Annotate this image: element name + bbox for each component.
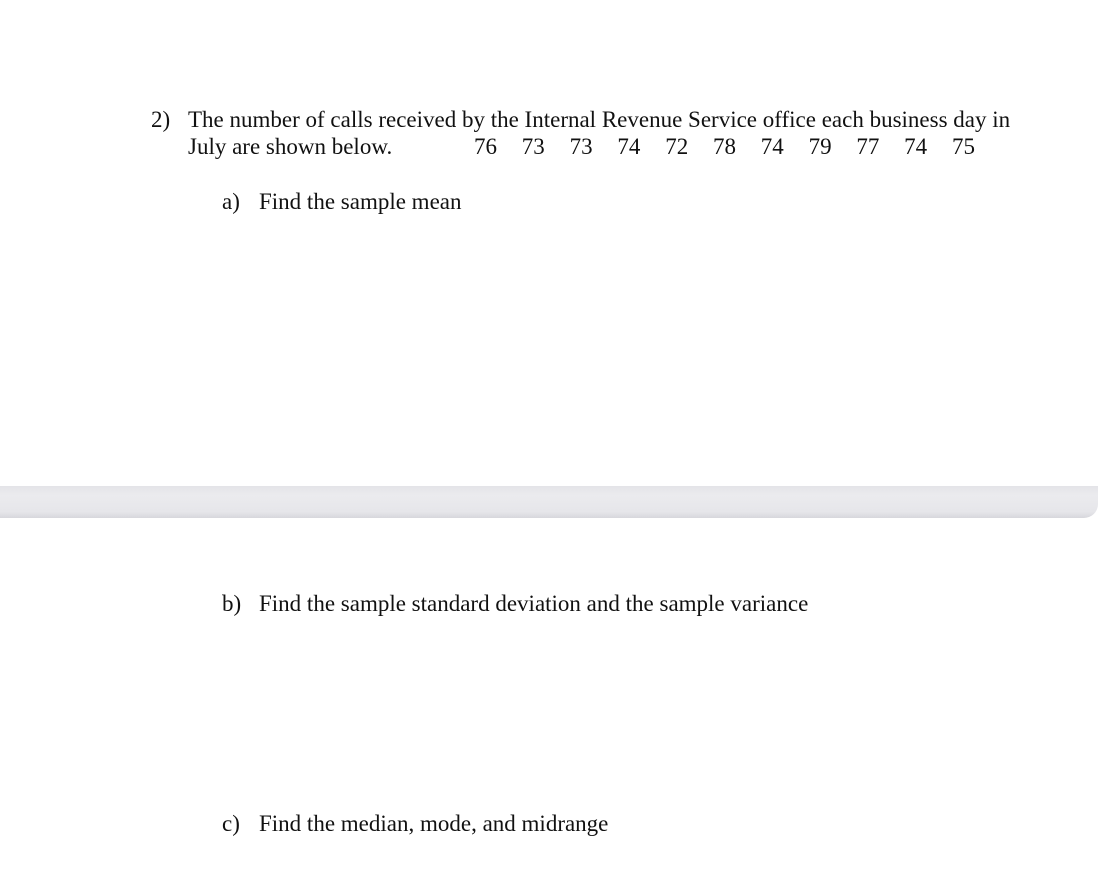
data-value: 73 — [569, 134, 593, 159]
part-c-text: Find the median, mode, and midrange — [259, 811, 609, 836]
data-value: 76 — [474, 134, 497, 159]
page-separator — [0, 486, 1098, 518]
part-c-label: c) — [222, 811, 240, 836]
question-text-line1: The number of calls received by the Internal Revenue Service office each business day in — [188, 107, 1011, 132]
data-value: 78 — [712, 134, 736, 159]
data-value: 74 — [760, 134, 784, 159]
data-value: 79 — [808, 134, 832, 159]
data-value: 77 — [856, 134, 880, 159]
part-a-label: a) — [222, 189, 240, 214]
data-values — [474, 133, 1000, 161]
question-number: 2) — [151, 107, 171, 132]
part-b-label: b) — [222, 591, 242, 616]
part-a-text: Find the sample mean — [259, 189, 462, 214]
data-value: 74 — [617, 134, 641, 159]
data-value: 73 — [521, 134, 545, 159]
part-b-text: Find the sample standard deviation and the sample variance — [259, 591, 809, 616]
question-text-line2: July are shown below. — [188, 134, 393, 159]
data-value: 74 — [904, 134, 928, 159]
data-value: 75 — [951, 134, 975, 159]
data-value: 72 — [665, 134, 689, 159]
